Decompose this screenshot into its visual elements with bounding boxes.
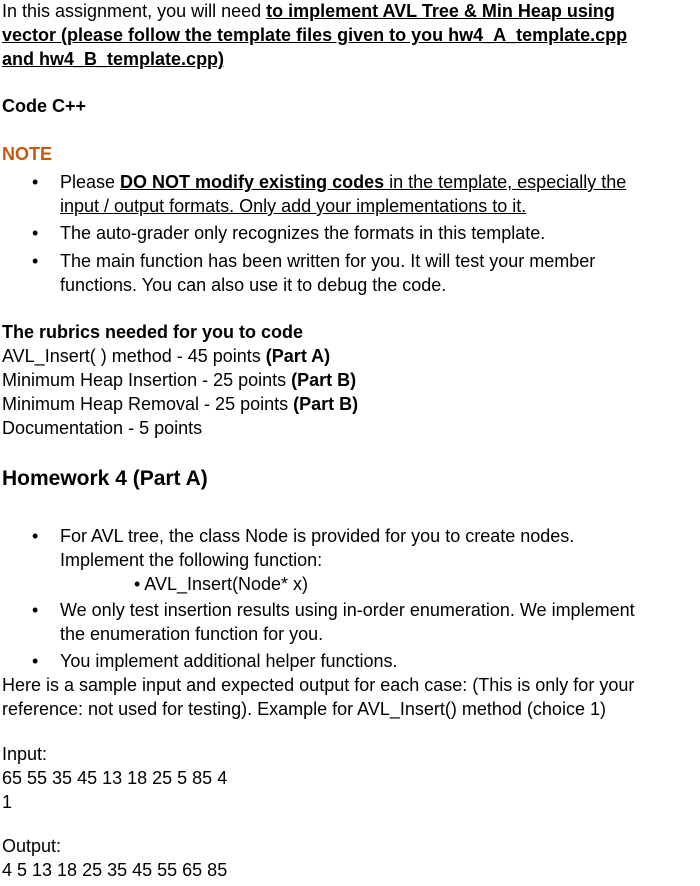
part-a-bullet-3: You implement additional helper functions. xyxy=(60,651,398,671)
input-label: Input: xyxy=(2,744,48,764)
note-bullet-3: The main function has been written for you. It will test your member xyxy=(60,251,596,271)
rubric-text: Documentation - 5 points xyxy=(2,418,203,438)
output-label: Output: xyxy=(2,836,62,856)
intro-line-3: and hw4_B_template.cpp) xyxy=(2,49,225,69)
rubrics-title: The rubrics needed for you to code xyxy=(2,322,304,342)
part-a-bullet-2: We only test insertion results using in-order enumeration. We implement xyxy=(60,600,635,620)
bullet-icon: • xyxy=(32,651,39,671)
note-bullet-2: The auto-grader only recognizes the formats in this template. xyxy=(60,223,546,243)
code-label: Code C++ xyxy=(2,96,87,116)
section-heading: Homework 4 (Part A) xyxy=(2,467,208,490)
output-line-1: 4 5 13 18 25 35 45 55 65 85 xyxy=(2,860,228,880)
sample-line-2: reference: not used for testing). Example for AVL_Insert() method (choice 1) xyxy=(2,699,606,719)
sample-line-1: Here is a sample input and expected output for each case: (This is only for your xyxy=(2,675,635,695)
rubric-text: AVL_Insert( ) method - 45 points xyxy=(2,346,266,366)
bullet-icon: • xyxy=(32,251,39,271)
rubric-item xyxy=(2,368,356,392)
note-bullet-1 xyxy=(60,170,626,194)
bullet-icon: • xyxy=(32,526,39,546)
rubric-part: (Part B) xyxy=(293,394,359,414)
part-a-bullet-1: For AVL tree, the class Node is provided for you to create nodes. xyxy=(60,526,575,546)
note-title: NOTE xyxy=(2,144,53,164)
rubric-part: (Part A) xyxy=(265,346,331,366)
rubric-item xyxy=(2,416,202,440)
part-a-bullet-1-line-2: Implement the following function: xyxy=(60,550,323,570)
rubric-item xyxy=(2,344,330,368)
part-a-bullet-2-line-2: the enumeration function for you. xyxy=(60,624,324,644)
note-b1-rest: in the template, especially the xyxy=(384,172,627,192)
bullet-icon: • xyxy=(32,600,39,620)
intro-line-1 xyxy=(2,0,615,23)
input-line-2: 1 xyxy=(2,792,13,812)
intro-line-2: vector (please follow the template files given to you hw4_A_template.cpp xyxy=(2,25,628,45)
rubric-text: Minimum Heap Insertion - 25 points xyxy=(2,370,292,390)
rubric-text: Minimum Heap Removal - 25 points xyxy=(2,394,294,414)
bullet-icon: • xyxy=(32,223,39,243)
note-b1-pre: Please xyxy=(60,172,121,192)
bullet-icon: • xyxy=(32,172,39,192)
rubric-item xyxy=(2,392,358,416)
rubric-part: (Part B) xyxy=(291,370,357,390)
note-bullet-1-line-2: input / output formats. Only add your implementations to it. xyxy=(60,196,527,216)
intro-prefix: In this assignment, you will need xyxy=(2,1,267,21)
note-b1-bold: DO NOT modify existing codes xyxy=(120,172,385,192)
intro-bold-1: to implement AVL Tree & Min Heap using xyxy=(266,1,615,21)
note-bullet-3-line-2: functions. You can also use it to debug the code. xyxy=(60,275,447,295)
part-a-sub-item: • AVL_Insert(Node* x) xyxy=(134,574,309,594)
input-line-1: 65 55 35 45 13 18 25 5 85 4 xyxy=(2,768,228,788)
